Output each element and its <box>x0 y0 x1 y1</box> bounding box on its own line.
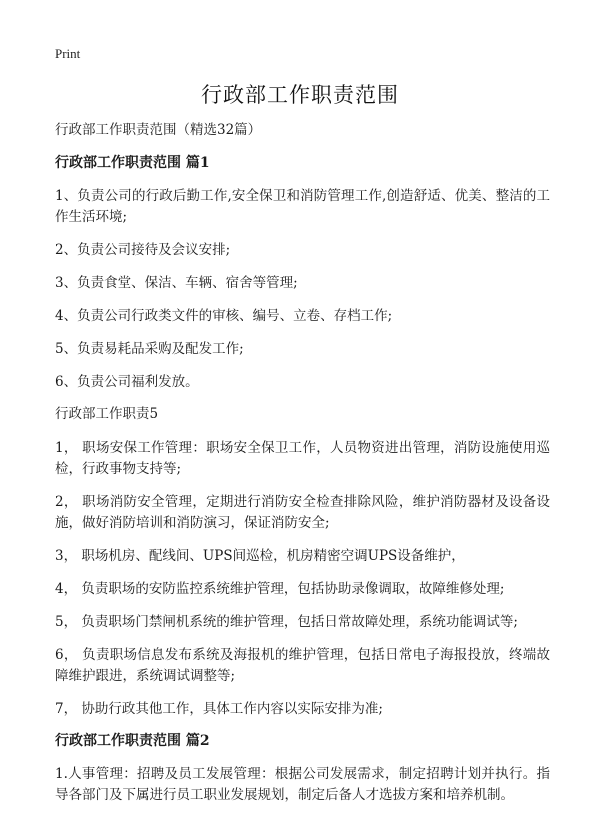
document-subtitle: 行政部工作职责范围（精选32篇） <box>55 122 262 138</box>
list-item: 6、负责公司福利发放。 <box>55 374 199 390</box>
section-heading-1: 行政部工作职责范围 篇1 <box>55 155 210 171</box>
list-item: 1， 职场安保工作管理：职场安全保卫工作，人员物资进出管理，消防设施使用巡检，行政事物支持等; <box>55 440 550 477</box>
list-item: 2、负责公司接待及会议安排; <box>55 242 231 258</box>
list-item: 4， 负责职场的安防监控系统维护管理，包括协助录像调取，故障维修处理; <box>55 581 505 597</box>
print-link[interactable]: Print <box>55 46 81 61</box>
page-title: 行政部工作职责范围 <box>201 83 399 107</box>
sub-heading-duties-5: 行政部工作职责5 <box>55 406 159 422</box>
list-item: 6， 负责职场信息发布系统及海报机的维护管理，包括日常电子海报投放，终端故障维护跟进，系统调试调整等; <box>55 647 550 684</box>
section-1-list <box>55 186 550 393</box>
list-item: 2， 职场消防安全管理，定期进行消防安全检查排除风险，维护消防器材及设备设施，做好消防培训和消防演习，保证消防安全; <box>55 494 550 531</box>
list-item: 1、负责公司的行政后勤工作,安全保卫和消防管理工作,创造舒适、优美、整洁的工作生活环境; <box>55 188 550 225</box>
list-item: 3、负责食堂、保洁、车辆、宿舍等管理; <box>55 275 298 291</box>
duties-5-list <box>55 438 550 720</box>
list-item: 5、负责易耗品采购及配发工作; <box>55 341 244 357</box>
document-body <box>55 121 550 818</box>
section-heading-2: 行政部工作职责范围 篇2 <box>55 733 210 749</box>
section-2-paragraph: 1.人事管理：招聘及员工发展管理：根据公司发展需求，制定招聘计划并执行。指导各部门及下属进行员工职业发展规划，制定后备人才选拔方案和培养机制。 <box>55 766 550 803</box>
list-item: 4、负责公司行政类文件的审核、编号、立卷、存档工作; <box>55 308 393 324</box>
list-item: 3， 职场机房、配线间、UPS间巡检，机房精密空调UPS设备维护， <box>55 548 465 564</box>
list-item: 5， 负责职场门禁闸机系统的维护管理，包括日常故障处理，系统功能调试等; <box>55 614 518 630</box>
list-item: 7， 协助行政其他工作，具体工作内容以实际安排为准; <box>55 701 383 717</box>
